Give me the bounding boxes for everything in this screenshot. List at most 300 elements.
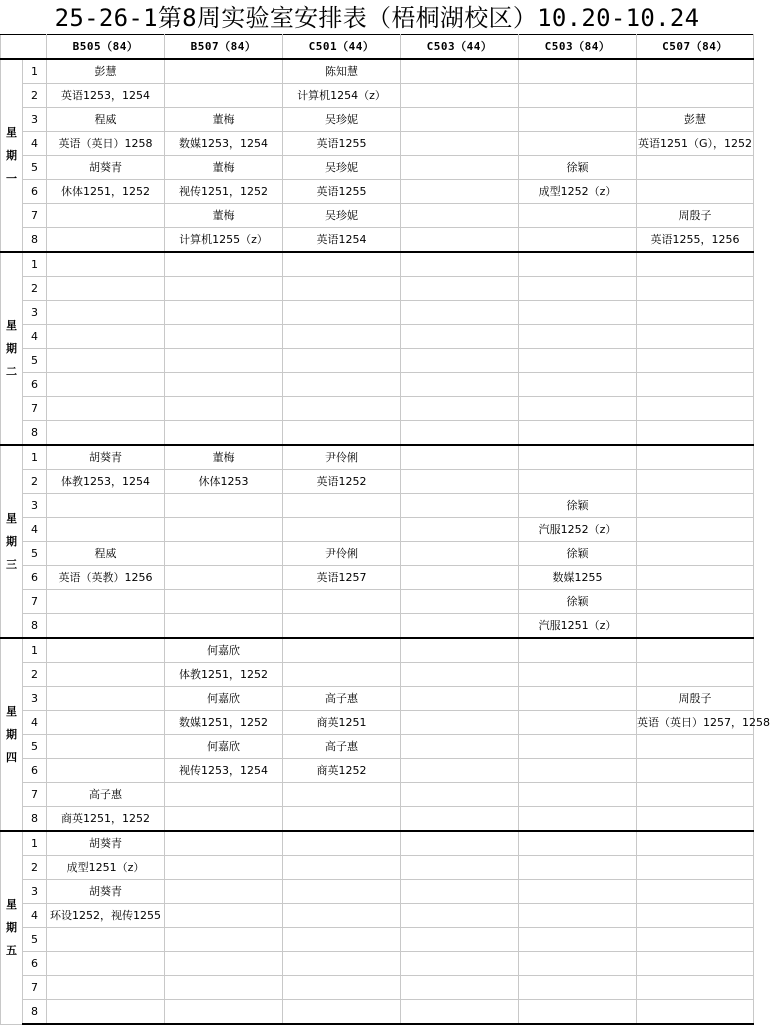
- class-cell: [519, 1000, 637, 1025]
- class-cell: [401, 614, 519, 639]
- period-number: 7: [23, 976, 47, 1000]
- room-header: C503（84）: [519, 35, 637, 60]
- teacher-cell: 高子惠: [283, 687, 401, 711]
- class-cell: [519, 277, 637, 301]
- day-label-char: 星: [6, 898, 17, 912]
- table-row: [1, 856, 754, 880]
- class-cell: [519, 663, 637, 687]
- period-number: 1: [23, 252, 47, 277]
- table-row: [1, 952, 754, 976]
- day-label: [1, 831, 23, 1024]
- table-row: [1, 445, 754, 470]
- teacher-cell: [637, 301, 754, 325]
- class-cell: [637, 807, 754, 832]
- table-row: [1, 566, 754, 590]
- teacher-cell: [637, 590, 754, 614]
- teacher-cell: [637, 542, 754, 566]
- class-cell: 体教1253，1254: [47, 470, 165, 494]
- table-row: [1, 976, 754, 1000]
- class-cell: [283, 952, 401, 976]
- period-number: 5: [23, 735, 47, 759]
- day-label-char: 星: [6, 705, 17, 718]
- table-row: [1, 277, 754, 301]
- class-cell: [283, 518, 401, 542]
- class-cell: [47, 518, 165, 542]
- period-number: 8: [23, 228, 47, 253]
- table-row: [1, 614, 754, 639]
- class-cell: [47, 421, 165, 446]
- class-cell: 数媒1255: [519, 566, 637, 590]
- class-cell: [637, 277, 754, 301]
- teacher-cell: 徐颖: [519, 542, 637, 566]
- teacher-cell: [401, 638, 519, 663]
- teacher-cell: [47, 687, 165, 711]
- teacher-cell: 董梅: [165, 156, 283, 180]
- period-number: 2: [23, 856, 47, 880]
- teacher-cell: 吴珍妮: [283, 108, 401, 132]
- period-number: 6: [23, 952, 47, 976]
- teacher-cell: [165, 252, 283, 277]
- teacher-cell: 高子惠: [283, 735, 401, 759]
- teacher-cell: 董梅: [165, 445, 283, 470]
- class-cell: [401, 325, 519, 349]
- period-number: 2: [23, 663, 47, 687]
- class-cell: 环设1252，视传1255: [47, 904, 165, 928]
- period-number: 7: [23, 783, 47, 807]
- day-label-char: 二: [6, 365, 17, 378]
- class-cell: 成型1251（z）: [47, 856, 165, 880]
- table-row: [1, 904, 754, 928]
- teacher-cell: [401, 590, 519, 614]
- teacher-cell: [519, 252, 637, 277]
- teacher-cell: [283, 831, 401, 856]
- class-cell: 视传1251，1252: [165, 180, 283, 204]
- teacher-cell: 彭慧: [47, 59, 165, 84]
- table-row: [1, 494, 754, 518]
- period-number: 4: [23, 518, 47, 542]
- period-number: 8: [23, 421, 47, 446]
- day-label-char: 星: [6, 319, 17, 332]
- class-cell: [401, 904, 519, 928]
- class-cell: [283, 373, 401, 397]
- teacher-cell: [165, 783, 283, 807]
- class-cell: 汽服1251（z）: [519, 614, 637, 639]
- class-cell: [283, 1000, 401, 1025]
- corner-cell: [1, 35, 47, 60]
- class-cell: [283, 663, 401, 687]
- teacher-cell: 徐颖: [519, 494, 637, 518]
- table-row: [1, 325, 754, 349]
- teacher-cell: [519, 301, 637, 325]
- teacher-cell: [47, 252, 165, 277]
- table-row: [1, 542, 754, 566]
- teacher-cell: [165, 349, 283, 373]
- teacher-cell: [283, 494, 401, 518]
- header-row: [1, 35, 754, 60]
- table-row: [1, 132, 754, 156]
- period-number: 5: [23, 542, 47, 566]
- period-number: 3: [23, 687, 47, 711]
- class-cell: 计算机1255（z）: [165, 228, 283, 253]
- class-cell: [637, 759, 754, 783]
- teacher-cell: [283, 638, 401, 663]
- period-number: 3: [23, 301, 47, 325]
- teacher-cell: 徐颖: [519, 156, 637, 180]
- teacher-cell: [519, 638, 637, 663]
- teacher-cell: [47, 349, 165, 373]
- teacher-cell: [401, 204, 519, 228]
- period-number: 6: [23, 759, 47, 783]
- table-row: [1, 735, 754, 759]
- teacher-cell: 尹伶俐: [283, 542, 401, 566]
- table-row: [1, 687, 754, 711]
- room-header: C507（84）: [637, 35, 754, 60]
- teacher-cell: 胡葵青: [47, 880, 165, 904]
- teacher-cell: [401, 494, 519, 518]
- teacher-cell: [401, 880, 519, 904]
- class-cell: [637, 1000, 754, 1025]
- teacher-cell: 董梅: [165, 108, 283, 132]
- class-cell: 英语1251（G），1252: [637, 132, 754, 156]
- class-cell: 休体1251，1252: [47, 180, 165, 204]
- table-row: [1, 84, 754, 108]
- teacher-cell: [401, 59, 519, 84]
- class-cell: 英语1254: [283, 228, 401, 253]
- class-cell: [519, 904, 637, 928]
- teacher-cell: [47, 638, 165, 663]
- class-cell: [47, 663, 165, 687]
- day-label-char: 期: [6, 149, 17, 162]
- class-cell: [165, 614, 283, 639]
- class-cell: 休体1253: [165, 470, 283, 494]
- table-row: [1, 252, 754, 277]
- teacher-cell: [637, 59, 754, 84]
- teacher-cell: [401, 397, 519, 421]
- class-cell: [637, 518, 754, 542]
- teacher-cell: 周殷子: [637, 687, 754, 711]
- teacher-cell: [165, 301, 283, 325]
- class-cell: [165, 566, 283, 590]
- teacher-cell: [283, 349, 401, 373]
- period-number: 5: [23, 156, 47, 180]
- period-number: 6: [23, 566, 47, 590]
- class-cell: [519, 84, 637, 108]
- table-row: [1, 831, 754, 856]
- table-row: [1, 421, 754, 446]
- period-number: 3: [23, 108, 47, 132]
- teacher-cell: [519, 783, 637, 807]
- teacher-cell: [519, 880, 637, 904]
- teacher-cell: 何嘉欣: [165, 687, 283, 711]
- day-label: [1, 59, 23, 252]
- room-header: B505（84）: [47, 35, 165, 60]
- teacher-cell: [519, 397, 637, 421]
- teacher-cell: [47, 204, 165, 228]
- period-number: 7: [23, 204, 47, 228]
- class-cell: [165, 1000, 283, 1025]
- class-cell: [47, 228, 165, 253]
- teacher-cell: [283, 252, 401, 277]
- class-cell: [519, 952, 637, 976]
- teacher-cell: [637, 156, 754, 180]
- teacher-cell: [283, 880, 401, 904]
- room-header: C501（44）: [283, 35, 401, 60]
- class-cell: [401, 952, 519, 976]
- period-number: 5: [23, 349, 47, 373]
- period-number: 2: [23, 277, 47, 301]
- teacher-cell: [283, 397, 401, 421]
- teacher-cell: [519, 831, 637, 856]
- class-cell: [165, 856, 283, 880]
- class-cell: [401, 566, 519, 590]
- teacher-cell: [165, 397, 283, 421]
- teacher-cell: [519, 445, 637, 470]
- class-cell: 英语1252: [283, 470, 401, 494]
- period-number: 1: [23, 831, 47, 856]
- teacher-cell: [283, 976, 401, 1000]
- period-number: 5: [23, 928, 47, 952]
- period-number: 7: [23, 590, 47, 614]
- teacher-cell: [637, 831, 754, 856]
- teacher-cell: [401, 252, 519, 277]
- class-cell: [519, 373, 637, 397]
- period-number: 8: [23, 1000, 47, 1025]
- teacher-cell: [47, 494, 165, 518]
- teacher-cell: [47, 590, 165, 614]
- teacher-cell: [637, 928, 754, 952]
- teacher-cell: [401, 928, 519, 952]
- teacher-cell: [519, 349, 637, 373]
- class-cell: 成型1252（z）: [519, 180, 637, 204]
- table-row: [1, 373, 754, 397]
- day-label: [1, 445, 23, 638]
- class-cell: [401, 711, 519, 735]
- teacher-cell: [519, 204, 637, 228]
- class-cell: [165, 518, 283, 542]
- class-cell: [47, 711, 165, 735]
- day-label-char: 四: [6, 751, 17, 764]
- teacher-cell: 胡葵青: [47, 156, 165, 180]
- teacher-cell: [401, 542, 519, 566]
- class-cell: [401, 373, 519, 397]
- class-cell: [637, 180, 754, 204]
- class-cell: [637, 904, 754, 928]
- class-cell: [637, 856, 754, 880]
- teacher-cell: 何嘉欣: [165, 735, 283, 759]
- class-cell: [165, 373, 283, 397]
- class-cell: [47, 759, 165, 783]
- period-number: 3: [23, 880, 47, 904]
- table-row: [1, 928, 754, 952]
- teacher-cell: [165, 880, 283, 904]
- class-cell: 商英1252: [283, 759, 401, 783]
- class-cell: [47, 277, 165, 301]
- teacher-cell: [283, 590, 401, 614]
- teacher-cell: [47, 397, 165, 421]
- room-header: C503（44）: [401, 35, 519, 60]
- teacher-cell: [519, 928, 637, 952]
- class-cell: [519, 807, 637, 832]
- class-cell: [165, 904, 283, 928]
- class-cell: [165, 807, 283, 832]
- teacher-cell: [637, 976, 754, 1000]
- table-row: [1, 880, 754, 904]
- day-label-char: 期: [6, 921, 17, 935]
- table-row: [1, 397, 754, 421]
- teacher-cell: [637, 494, 754, 518]
- class-cell: [519, 470, 637, 494]
- table-row: [1, 108, 754, 132]
- class-cell: 计算机1254（z）: [283, 84, 401, 108]
- teacher-cell: [283, 928, 401, 952]
- teacher-cell: [401, 831, 519, 856]
- teacher-cell: [47, 301, 165, 325]
- class-cell: [165, 277, 283, 301]
- class-cell: 数媒1253，1254: [165, 132, 283, 156]
- class-cell: [47, 614, 165, 639]
- room-header: B507（84）: [165, 35, 283, 60]
- teacher-cell: [47, 735, 165, 759]
- class-cell: 商英1251: [283, 711, 401, 735]
- teacher-cell: [401, 687, 519, 711]
- teacher-cell: [165, 542, 283, 566]
- class-cell: [637, 614, 754, 639]
- teacher-cell: 徐颖: [519, 590, 637, 614]
- class-cell: 体教1251，1252: [165, 663, 283, 687]
- teacher-cell: 吴珍妮: [283, 204, 401, 228]
- teacher-cell: [637, 252, 754, 277]
- day-label-char: 星: [6, 126, 17, 139]
- teacher-cell: 尹伶俐: [283, 445, 401, 470]
- class-cell: [401, 663, 519, 687]
- class-cell: [283, 856, 401, 880]
- class-cell: [401, 180, 519, 204]
- day-label-char: 一: [6, 172, 17, 185]
- table-row: [1, 783, 754, 807]
- teacher-cell: 董梅: [165, 204, 283, 228]
- class-cell: [283, 614, 401, 639]
- day-label: [1, 252, 23, 445]
- class-cell: [283, 421, 401, 446]
- teacher-cell: [519, 59, 637, 84]
- table-row: [1, 228, 754, 253]
- class-cell: [47, 373, 165, 397]
- class-cell: [283, 277, 401, 301]
- class-cell: [637, 952, 754, 976]
- class-cell: [637, 663, 754, 687]
- teacher-cell: [519, 976, 637, 1000]
- class-cell: 英语1255: [283, 180, 401, 204]
- class-cell: [401, 132, 519, 156]
- class-cell: [519, 759, 637, 783]
- teacher-cell: [637, 397, 754, 421]
- teacher-cell: 吴珍妮: [283, 156, 401, 180]
- teacher-cell: 胡葵青: [47, 445, 165, 470]
- period-number: 7: [23, 397, 47, 421]
- class-cell: [519, 421, 637, 446]
- table-row: [1, 759, 754, 783]
- teacher-cell: [165, 976, 283, 1000]
- class-cell: [519, 228, 637, 253]
- class-cell: [637, 84, 754, 108]
- table-row: [1, 638, 754, 663]
- class-cell: [637, 470, 754, 494]
- class-cell: 英语（英日）1257，1258: [637, 711, 754, 735]
- teacher-cell: 彭慧: [637, 108, 754, 132]
- period-number: 2: [23, 84, 47, 108]
- day-label-char: 五: [6, 944, 17, 958]
- class-cell: 视传1253，1254: [165, 759, 283, 783]
- teacher-cell: [47, 976, 165, 1000]
- period-number: 4: [23, 904, 47, 928]
- class-cell: [519, 132, 637, 156]
- teacher-cell: 高子惠: [47, 783, 165, 807]
- class-cell: [165, 84, 283, 108]
- class-cell: [47, 325, 165, 349]
- class-cell: [637, 373, 754, 397]
- teacher-cell: [519, 687, 637, 711]
- class-cell: [401, 470, 519, 494]
- class-cell: [165, 325, 283, 349]
- teacher-cell: 程威: [47, 108, 165, 132]
- teacher-cell: [519, 108, 637, 132]
- class-cell: [283, 807, 401, 832]
- day-label-char: 期: [6, 728, 17, 741]
- class-cell: [519, 856, 637, 880]
- class-cell: 汽服1252（z）: [519, 518, 637, 542]
- table-row: [1, 156, 754, 180]
- schedule-table: [0, 34, 770, 1025]
- period-number: 8: [23, 807, 47, 832]
- class-cell: [401, 518, 519, 542]
- teacher-cell: 程威: [47, 542, 165, 566]
- day-label: [1, 638, 23, 831]
- class-cell: [401, 807, 519, 832]
- period-number: 2: [23, 470, 47, 494]
- day-label-char: 期: [6, 342, 17, 355]
- page-title: 25-26-1第8周实验室安排表（梧桐湖校区）10.20-10.24: [54, 4, 700, 32]
- table-row: [1, 1000, 754, 1025]
- teacher-cell: [165, 831, 283, 856]
- teacher-cell: 陈知慧: [283, 59, 401, 84]
- teacher-cell: [637, 880, 754, 904]
- class-cell: [401, 856, 519, 880]
- class-cell: [47, 1000, 165, 1025]
- class-cell: [637, 325, 754, 349]
- class-cell: 商英1251，1252: [47, 807, 165, 832]
- class-cell: [401, 421, 519, 446]
- class-cell: [283, 904, 401, 928]
- teacher-cell: [637, 783, 754, 807]
- teacher-cell: [401, 976, 519, 1000]
- class-cell: [401, 277, 519, 301]
- day-label-char: 三: [6, 558, 17, 571]
- teacher-cell: [165, 928, 283, 952]
- teacher-cell: [165, 590, 283, 614]
- class-cell: [283, 325, 401, 349]
- teacher-cell: 胡葵青: [47, 831, 165, 856]
- period-number: 6: [23, 373, 47, 397]
- period-number: 3: [23, 494, 47, 518]
- table-row: [1, 711, 754, 735]
- period-number: 4: [23, 711, 47, 735]
- table-row: [1, 807, 754, 832]
- teacher-cell: [637, 445, 754, 470]
- period-number: 4: [23, 132, 47, 156]
- class-cell: 数媒1251，1252: [165, 711, 283, 735]
- day-label-char: 期: [6, 535, 17, 548]
- teacher-cell: [637, 735, 754, 759]
